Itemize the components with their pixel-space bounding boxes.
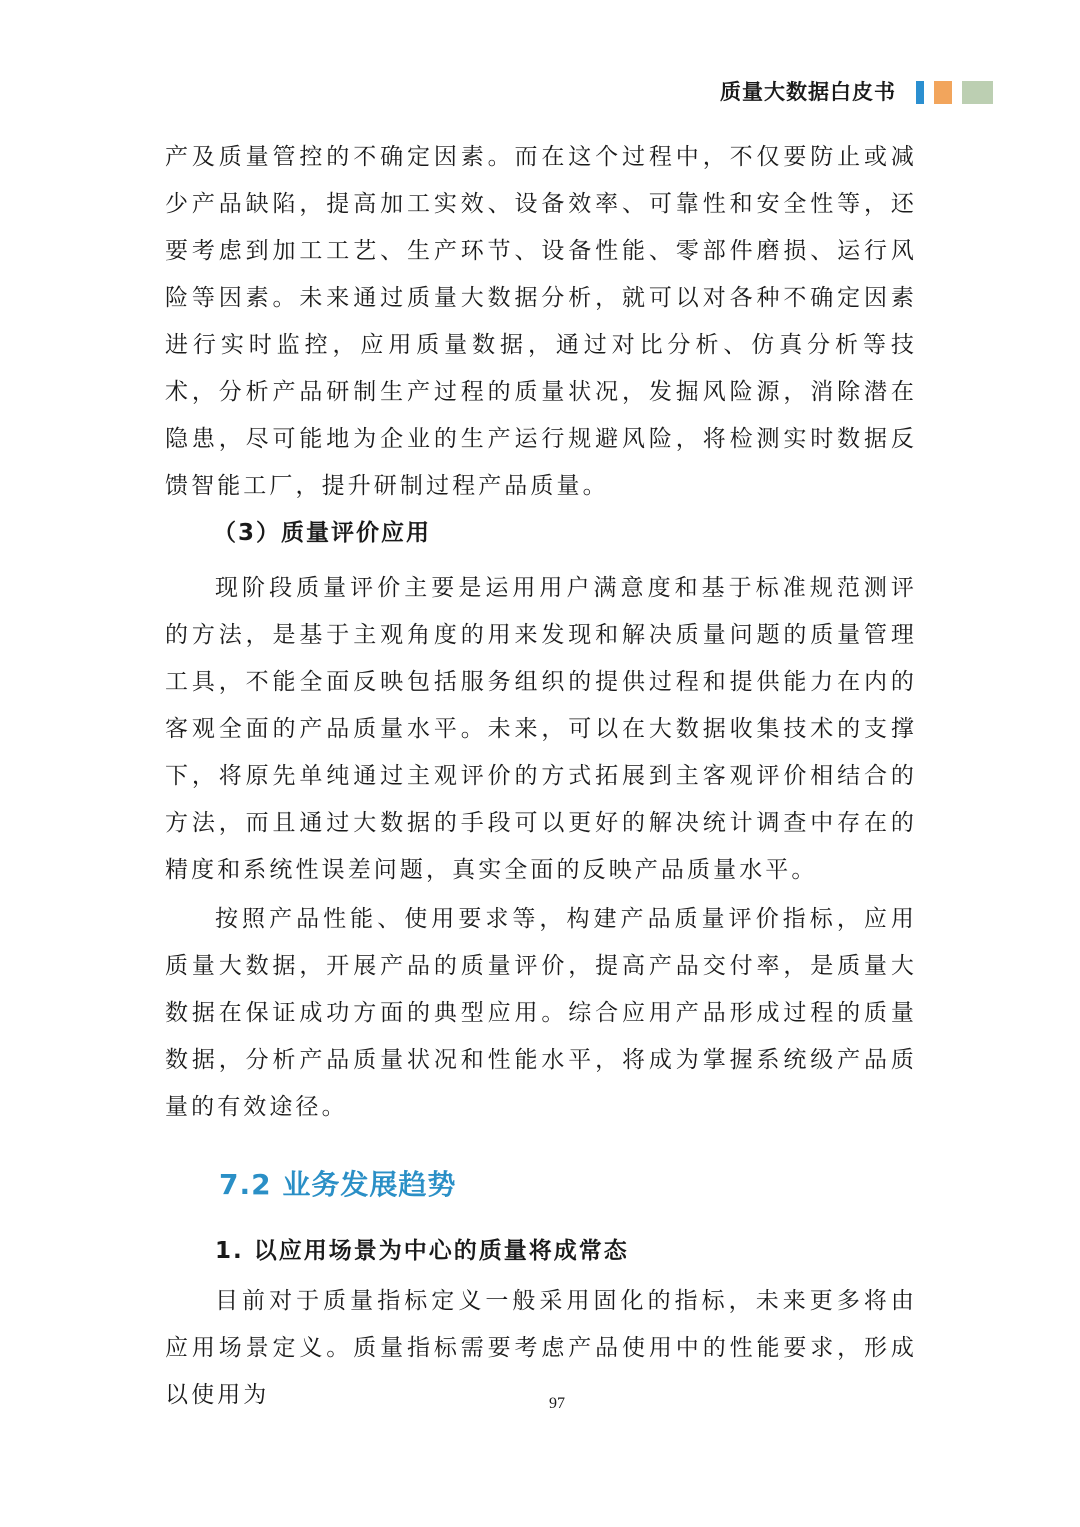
section-heading-7-2: 7.2 业务发展趋势 xyxy=(219,1168,457,1201)
numbered-heading-1: 1. 以应用场景为中心的质量将成常态 xyxy=(215,1238,629,1264)
header-orange-block xyxy=(934,81,952,104)
page-body xyxy=(165,134,917,1419)
body-paragraph-3: 按照产品性能、使用要求等，构建产品质量评价指标，应用质量大数据，开展产品的质量评价，提高产品交付率，是质量大数据在保证成功方面的典型应用。综合应用产品形成过程的质量数据，分析产品质量状况和性能水平，将成为掌握系统级产品质量的有效途径。 xyxy=(165,906,917,1120)
body-paragraph-2: 现阶段质量评价主要是运用用户满意度和基于标准规范测评的方法，是基于主观角度的用来发现和解决质量问题的质量管理工具，不能全面反映包括服务组织的提供过程和提供能力在内的客观全面的产品质量水平。未来，可以在大数据收集技术的支撑下，将原先单纯通过主观评价的方式拓展到主客观评价相结合的方法，而且通过大数据的手段可以更好的解决统计调查中存在的精度和系统性误差问题，真实全面的反映产品质量水平。 xyxy=(165,575,917,883)
page-number: 97 xyxy=(549,1395,565,1412)
sub-heading-quality-evaluation: （3）质量评价应用 xyxy=(213,520,432,546)
header-title: 质量大数据白皮书 xyxy=(720,80,896,104)
body-paragraph-4: 目前对于质量指标定义一般采用固化的指标，未来更多将由应用场景定义。质量指标需要考虑产品使用中的性能要求，形成以使用为 xyxy=(165,1288,917,1408)
header-blue-block xyxy=(916,81,924,104)
body-paragraph-1: 产及质量管控的不确定因素。而在这个过程中，不仅要防止或减少产品缺陷，提高加工实效、设备效率、可靠性和安全性等，还要考虑到加工工艺、生产环节、设备性能、零部件磨损、运行风险等因素。未来通过质量大数据分析，就可以对各种不确定因素进行实时监控，应用质量数据，通过对比分析、仿真分析等技术，分析产品研制生产过程的质量状况，发掘风险源，消除潜在隐患，尽可能地为企业的生产运行规避风险，将检测实时数据反馈智能工厂，提升研制过程产品质量。 xyxy=(165,144,917,499)
header-green-block xyxy=(962,81,993,104)
